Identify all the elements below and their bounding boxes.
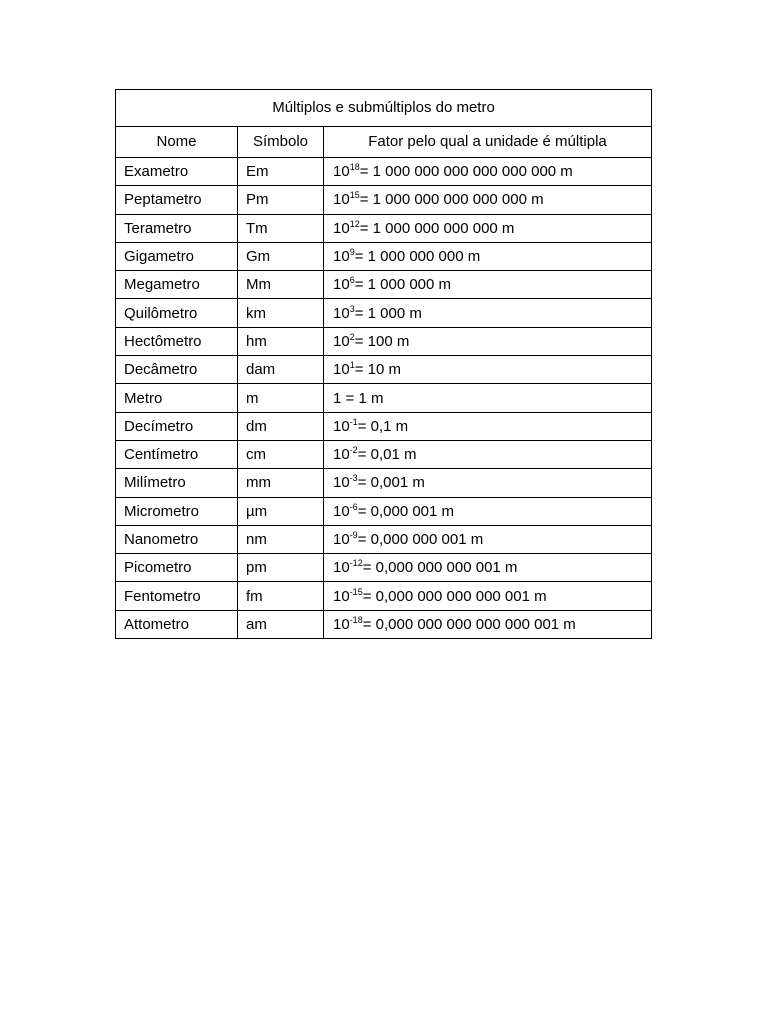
unit-symbol-cell: Mm: [238, 271, 324, 299]
factor-value: = 0,000 001 m: [357, 502, 455, 520]
table-row: [116, 412, 652, 440]
unit-name-cell: Terametro: [116, 214, 238, 242]
factor-value: = 0,1 m: [357, 417, 409, 435]
factor-exponent: -12: [349, 558, 363, 569]
factor-value: = 1 m: [341, 389, 384, 407]
unit-name-cell: Peptametro: [116, 186, 238, 214]
unit-factor-cell: [324, 497, 652, 525]
factor-base: 10: [333, 361, 350, 379]
unit-name-cell: Milímetro: [116, 469, 238, 497]
factor-base: 10: [333, 219, 350, 237]
table-row: [116, 554, 652, 582]
unit-factor-cell: [324, 582, 652, 610]
unit-factor-cell: [324, 214, 652, 242]
unit-name-cell: Hectômetro: [116, 327, 238, 355]
unit-symbol-cell: dam: [238, 356, 324, 384]
unit-factor-cell: [324, 158, 652, 186]
factor-exponent: -9: [349, 530, 358, 540]
factor-base: 10: [333, 332, 350, 350]
header-name: Nome: [116, 127, 238, 158]
factor-base: 10: [333, 446, 350, 464]
factor-base: 10: [333, 191, 350, 209]
table-title: Múltiplos e submúltiplos do metro: [116, 90, 652, 127]
table-row: [116, 384, 652, 412]
unit-name-cell: Exametro: [116, 158, 238, 186]
factor-exponent: -18: [349, 614, 363, 625]
unit-factor-cell: [324, 356, 652, 384]
factor-base: 10: [333, 502, 350, 520]
table-row: [116, 440, 652, 468]
unit-factor-cell: [324, 271, 652, 299]
factor-base: 10: [333, 163, 350, 181]
factor-exponent: 1: [349, 360, 355, 371]
factor-value: = 0,01 m: [357, 446, 417, 464]
table-row: [116, 497, 652, 525]
unit-symbol-cell: pm: [238, 554, 324, 582]
unit-factor-cell: [324, 469, 652, 497]
factor-base: 1: [333, 389, 342, 407]
factor-value: = 0,000 000 000 000 000 001 m: [362, 615, 576, 633]
unit-name-cell: Decímetro: [116, 412, 238, 440]
factor-value: = 1 000 000 m: [354, 276, 452, 294]
unit-symbol-cell: Tm: [238, 214, 324, 242]
factor-exponent: -2: [349, 445, 358, 456]
unit-factor-cell: [324, 440, 652, 468]
table-row: [116, 327, 652, 355]
factor-value: = 0,000 000 001 m: [357, 531, 484, 548]
unit-name-cell: Gigametro: [116, 242, 238, 270]
unit-symbol-cell: mm: [238, 469, 324, 497]
unit-symbol-cell: m: [238, 384, 324, 412]
factor-exponent: 3: [349, 303, 355, 314]
unit-factor-cell: [324, 327, 652, 355]
factor-value: = 0,001 m: [357, 474, 425, 492]
factor-exponent: 2: [349, 331, 355, 342]
unit-name-cell: Centímetro: [116, 440, 238, 468]
factor-exponent: 6: [349, 275, 355, 286]
factor-exponent: 9: [349, 247, 355, 258]
factor-base: 10: [333, 559, 350, 577]
unit-name-cell: Fentometro: [116, 582, 238, 610]
factor-value: = 1 000 m: [354, 304, 422, 322]
unit-factor-cell: [324, 412, 652, 440]
unit-factor-cell: [324, 299, 652, 327]
unit-symbol-cell: am: [238, 610, 324, 638]
unit-factor-cell: [324, 384, 652, 412]
unit-name-cell: Megametro: [116, 271, 238, 299]
factor-value: = 100 m: [354, 332, 410, 350]
unit-name-cell: Quilômetro: [116, 299, 238, 327]
factor-value: = 10 m: [354, 361, 401, 379]
unit-symbol-cell: hm: [238, 327, 324, 355]
table-row: [116, 469, 652, 497]
unit-symbol-cell: cm: [238, 440, 324, 468]
table-row: [116, 582, 652, 610]
factor-base: 10: [333, 587, 350, 605]
unit-symbol-cell: km: [238, 299, 324, 327]
unit-name-cell: Picometro: [116, 554, 238, 582]
table-row: [116, 214, 652, 242]
table-row: [116, 299, 652, 327]
factor-base: 10: [333, 276, 350, 294]
unit-factor-cell: [324, 554, 652, 582]
unit-factor-cell: [324, 242, 652, 270]
factor-value: = 1 000 000 000 000 000 000 m: [359, 163, 573, 181]
table-body: [116, 158, 652, 639]
unit-symbol-cell: Gm: [238, 242, 324, 270]
table-row: [116, 525, 652, 553]
factor-value: = 1 000 000 000 000 000 m: [359, 191, 544, 209]
factor-base: 10: [333, 304, 350, 322]
table-row: [116, 271, 652, 299]
unit-factor-cell: [324, 186, 652, 214]
header-factor: Fator pelo qual a unidade é múltipla: [324, 127, 652, 158]
factor-exponent: 12: [349, 218, 360, 229]
unit-factor-cell: [324, 610, 652, 638]
table-title-row: [116, 90, 652, 127]
factor-exponent: -15: [349, 586, 363, 597]
table-row: [116, 186, 652, 214]
header-symbol: Símbolo: [238, 127, 324, 158]
unit-symbol-cell: dm: [238, 412, 324, 440]
unit-name-cell: Decâmetro: [116, 356, 238, 384]
unit-name-cell: Micrometro: [116, 497, 238, 525]
metric-multiples-table: [115, 89, 652, 639]
table-row: [116, 242, 652, 270]
factor-base: 10: [333, 531, 350, 548]
unit-symbol-cell: µm: [238, 497, 324, 525]
factor-exponent: -1: [349, 416, 358, 427]
factor-value: = 0,000 000 000 000 001 m: [362, 587, 547, 605]
factor-base: 10: [333, 474, 350, 492]
factor-exponent: 18: [349, 162, 360, 173]
unit-symbol-cell: fm: [238, 582, 324, 610]
factor-base: 10: [333, 615, 350, 633]
factor-exponent: -6: [349, 501, 358, 512]
table-row: [116, 610, 652, 638]
table-row: [116, 356, 652, 384]
table-header-row: [116, 127, 652, 158]
factor-value: = 1 000 000 000 m: [354, 248, 481, 266]
unit-name-cell: Nanometro: [116, 525, 238, 553]
unit-symbol-cell: nm: [238, 525, 324, 553]
factor-exponent: 15: [349, 190, 360, 201]
factor-base: 10: [333, 417, 350, 435]
factor-base: 10: [333, 248, 350, 266]
factor-value: = 1 000 000 000 000 m: [359, 219, 515, 237]
unit-name-cell: Metro: [116, 384, 238, 412]
table-row: [116, 158, 652, 186]
factor-exponent: -3: [349, 473, 358, 484]
factor-value: = 0,000 000 000 001 m: [362, 559, 518, 577]
unit-factor-cell: [324, 525, 652, 553]
unit-name-cell: Attometro: [116, 610, 238, 638]
unit-symbol-cell: Em: [238, 158, 324, 186]
unit-symbol-cell: Pm: [238, 186, 324, 214]
